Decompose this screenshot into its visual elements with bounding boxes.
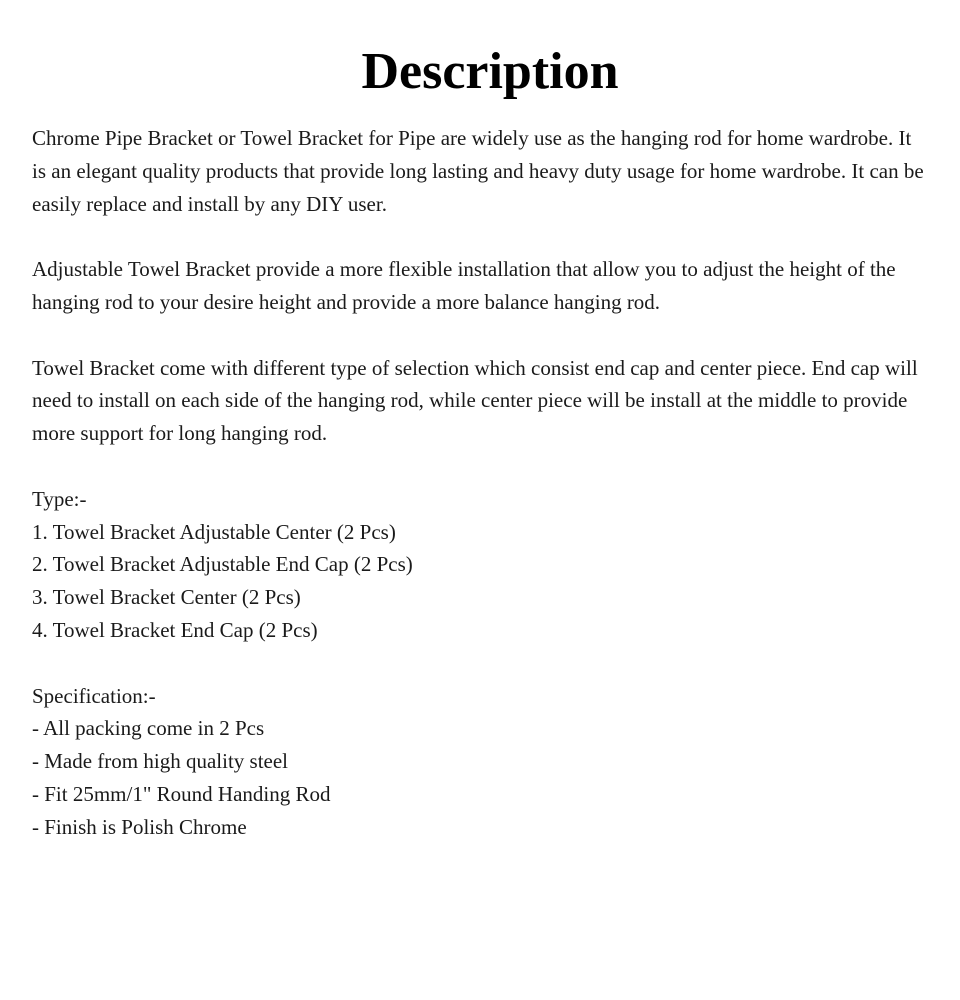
- type-item: 1. Towel Bracket Adjustable Center (2 Pcs): [32, 519, 396, 544]
- description-body: [32, 122, 928, 844]
- type-item: 4. Towel Bracket End Cap (2 Pcs): [32, 617, 318, 642]
- type-heading: Type:-: [32, 486, 87, 511]
- intro-paragraph: Chrome Pipe Bracket or Towel Bracket for Pipe are widely use as the hanging rod for home wardrobe. It is an elegant quality products that provide long lasting and heavy duty usage for home wardrobe. It can be easily replace and install by any DIY user.: [32, 126, 924, 216]
- page-title: Description: [361, 43, 619, 100]
- specification-heading: Specification:-: [32, 683, 156, 708]
- adjustable-paragraph: Adjustable Towel Bracket provide a more flexible installation that allow you to adjust the height of the hanging rod to your desire height and provide a more balance hanging rod.: [32, 257, 896, 314]
- specification-item: - Finish is Polish Chrome: [32, 814, 247, 839]
- specification-item: - All packing come in 2 Pcs: [32, 716, 265, 741]
- selection-paragraph: Towel Bracket come with different type of selection which consist end cap and center piece. End cap will need to install on each side of the hanging rod, while center piece will be install at the middle to provide more support for long hanging rod.: [32, 355, 918, 446]
- specification-item: - Fit 25mm/1" Round Handing Rod: [32, 781, 331, 806]
- type-item: 2. Towel Bracket Adjustable End Cap (2 Pcs): [32, 552, 413, 577]
- type-item: 3. Towel Bracket Center (2 Pcs): [32, 585, 301, 610]
- type-list: [32, 483, 928, 647]
- specification-list: [32, 680, 928, 844]
- specification-item: - Made from high quality steel: [32, 749, 289, 774]
